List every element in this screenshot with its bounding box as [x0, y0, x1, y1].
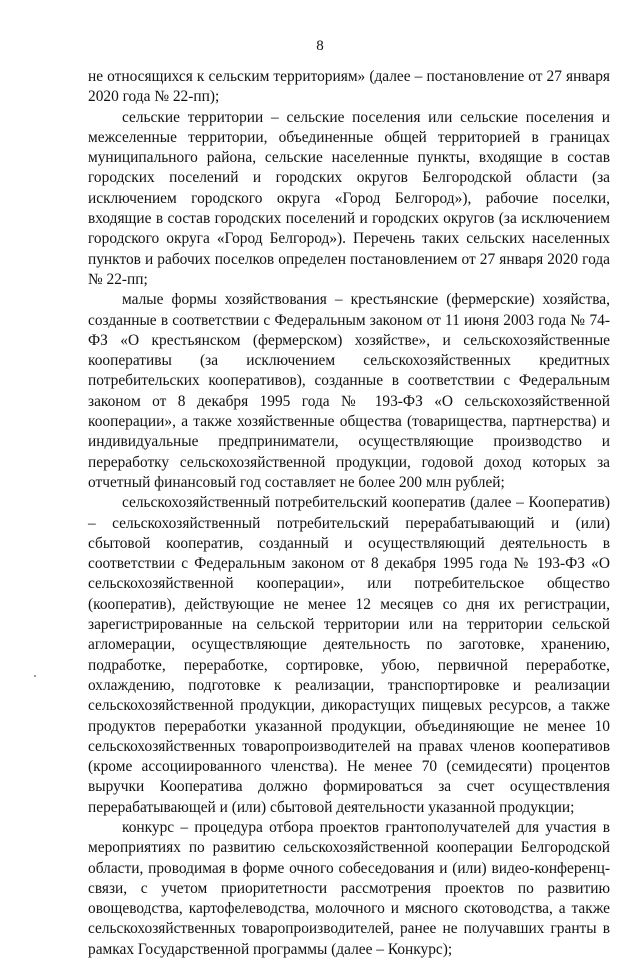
paragraph-contest: конкурс – процедура отбора проектов грантополучателей для участия в мероприятиях по развитию сельскохозяйственной кооперации Белгородской области, проводимая в форме очного собеседования и (или) видео-конференц-связи, с учетом приоритетности рассмотрения проектов по развитию овощеводства, картофелеводства, молочного и мясного скотоводства, а также сельскохозяйственных товаропроизводителей, ранее не получавших гранты в рамках Государственной программы (далее – Конкурс); — [88, 818, 610, 958]
scan-speck — [34, 675, 36, 677]
paragraph-cooperative: сельскохозяйственный потребительский кооператив (далее – Кооператив) – сельскохозяйственный потребительский перерабатывающий и (или) сбытовой кооператив, созданный и осуществляющий деятельность в соответствии с Федеральным законом от 8 декабря 1995 года № 193-ФЗ «О сельскохозяйственной кооперации», или потребительское общество (кооператив), действующие не менее 12 месяцев со дня их регистрации, зарегистрированные на сельской территории или на территории сельской агломерации, осуществляющие деятельность по заготовке, хранению, подработке, переработке, сортировке, убою, первичной переработке, охлаждению, подготовке к реализации, транспортировке и реализации сельскохозяйственной продукции, дикорастущих пищевых ресурсов, а также продуктов переработки указанной продукции, объединяющие не менее 10 сельскохозяйственных товаропроизводителей на правах членов кооперативов (кроме ассоциированного членства). Не менее 70 (семидесяти) процентов выручки Кооператива должно формироваться за счет осуществления перерабатывающей и (или) сбытовой деятельности указанной продукции; — [88, 494, 610, 816]
page-number: 8 — [316, 38, 324, 54]
document-body — [88, 67, 610, 960]
paragraph-rural-territories: сельские территории – сельские поселения или сельские поселения и межселенные территории, объединенные общей территорией в границах муниципального района, сельские населенные пункты, входящие в состав городских поселений и городских округов Белгородской области (за исключением городского округа «Город Белгород»), рабочие поселки, входящие в состав городских поселений и городских округов (за исключением городского округа «Город Белгород»). Перечень таких сельских населенных пунктов и рабочих поселков определен постановлением от 27 января 2020 года № 22-пп; — [88, 108, 610, 288]
paragraph-continuation: не относящихся к сельским территориям» (далее – постановление от 27 января 2020 года № 22-пп); — [88, 68, 610, 106]
paragraph-small-business-forms: малые формы хозяйствования – крестьянские (фермерские) хозяйства, созданные в соответствии с Федеральным законом от 11 июня 2003 года № 74-ФЗ «О крестьянском (фермерском) хозяйстве», и сельскохозяйственные кооперативы (за исключением сельскохозяйственных кредитных потребительских кооперативов), созданные в соответствии с Федеральным законом от 8 декабря 1995 года № 193-ФЗ «О сельскохозяйственной кооперации», а также хозяйственные общества (товарищества, партнерства) и индивидуальные предприниматели, осуществляющие производство и переработку сельскохозяйственной продукции, годовой доход которых за отчетный финансовый год составляет не более 200 млн рублей; — [88, 291, 610, 491]
